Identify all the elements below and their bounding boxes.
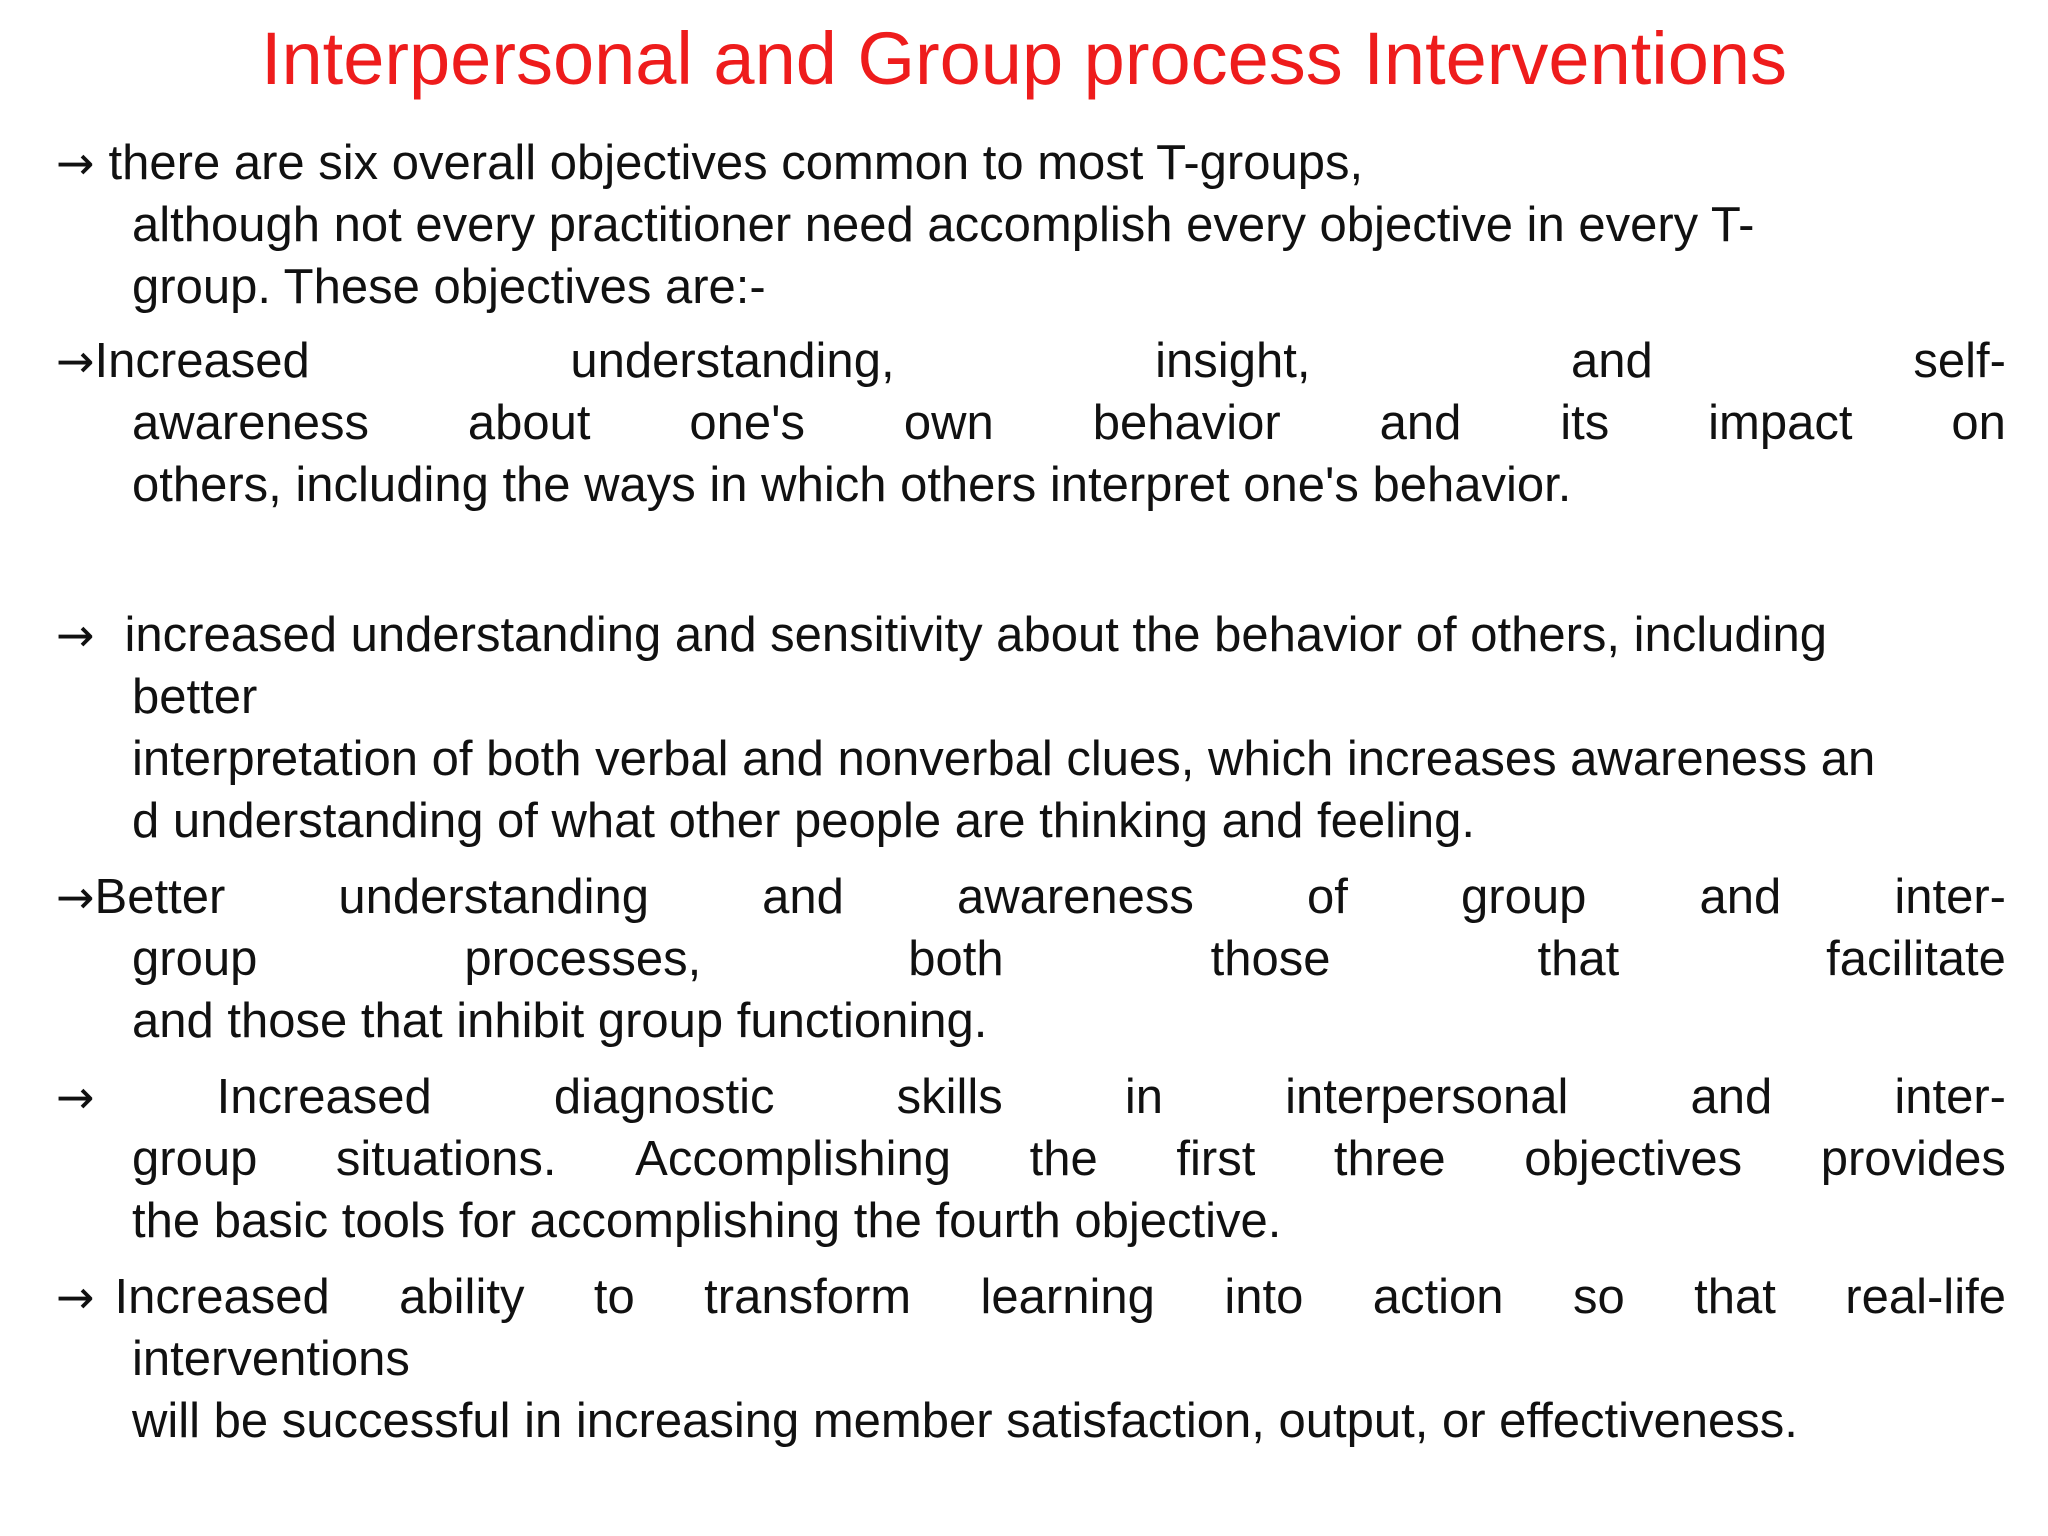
slide-title: Interpersonal and Group process Interventions	[260, 17, 1788, 100]
right-arrow-icon: →	[56, 870, 95, 924]
objective-2-line-4: d understanding of what other people are thinking and feeling.	[132, 794, 1476, 848]
objective-1-line-2: awareness about one's own behavior and its impact on	[132, 396, 2006, 450]
right-arrow-icon: →	[56, 1070, 95, 1124]
intro-line-2: although not every practitioner need accomplish every objective in every T-	[132, 198, 1755, 252]
objective-3-line-3: and those that inhibit group functioning.	[132, 994, 988, 1048]
right-arrow-icon: →	[56, 334, 95, 388]
right-arrow-icon: →	[56, 608, 95, 662]
objective-3-line-1: →Better understanding and awareness of group and inter-	[56, 866, 2006, 928]
objective-1-line-1: →Increased understanding, insight, and self-	[56, 330, 2006, 392]
intro-line-1: → there are six overall objectives common to most T-groups,	[56, 132, 1363, 194]
objective-4-line-2: group situations. Accomplishing the first three objectives provides	[132, 1132, 2006, 1186]
objective-2-line-1: → increased understanding and sensitivity about the behavior of others, including	[56, 604, 1827, 666]
right-arrow-icon: →	[56, 1270, 95, 1324]
objective-2-line-3: interpretation of both verbal and nonverbal clues, which increases awareness an	[132, 732, 1876, 786]
objective-2-line-2: better	[132, 670, 258, 724]
right-arrow-icon: →	[56, 136, 95, 190]
objective-1-line-3: others, including the ways in which others interpret one's behavior.	[132, 458, 1572, 512]
objective-4-line-3: the basic tools for accomplishing the fourth objective.	[132, 1194, 1282, 1248]
intro-line-3: group. These objectives are:-	[132, 260, 766, 314]
objective-5-line-3: will be successful in increasing member satisfaction, output, or effectiveness.	[132, 1394, 1798, 1448]
objective-3-line-2: group processes, both those that facilitate	[132, 932, 2006, 986]
objective-5-line-2: interventions	[132, 1332, 410, 1386]
objective-4-line-1: → Increased diagnostic skills in interpersonal and inter-	[56, 1066, 2006, 1128]
objective-5-line-1: → Increased ability to transform learning into action so that real-life	[56, 1266, 2006, 1328]
